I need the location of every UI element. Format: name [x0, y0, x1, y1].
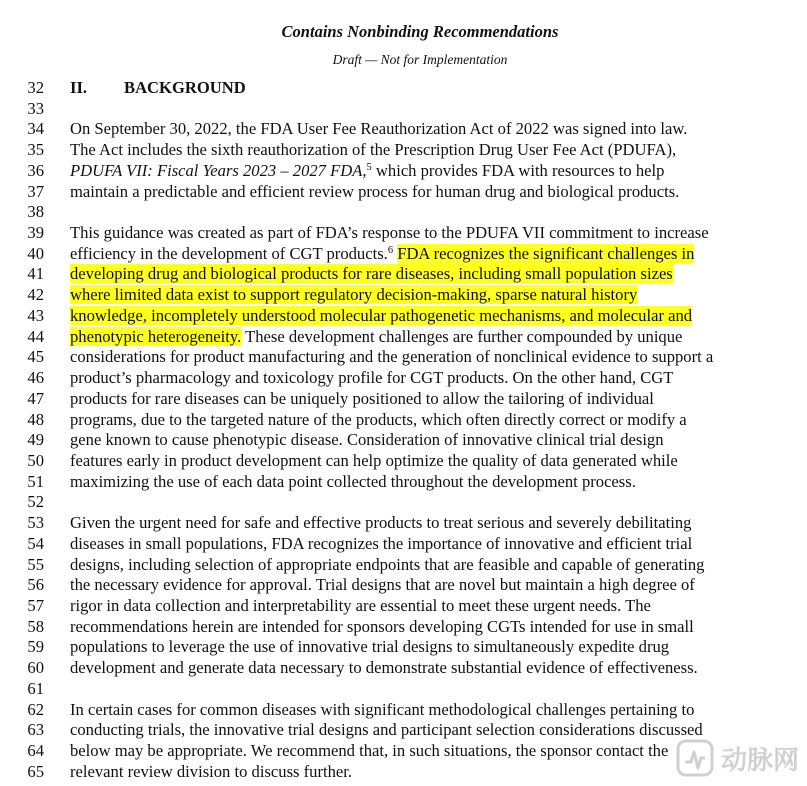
document-line: [0, 410, 807, 431]
document-line: [0, 119, 807, 140]
line-number: 34: [27, 119, 44, 139]
running-header-title: Contains Nonbinding Recommendations: [281, 22, 559, 41]
line-text: [70, 741, 668, 762]
document-line: [0, 637, 807, 658]
line-text: [70, 368, 673, 389]
text-run: Given the urgent need for safe and effective products to treat serious and severely debilitating: [70, 513, 692, 533]
text-run: products for rare diseases can be uniquely positioned to allow the tailoring of individual: [70, 388, 654, 408]
footnote-ref[interactable]: 5: [366, 161, 372, 173]
line-text: [70, 327, 682, 348]
text-run: maximizing the use of each data point collected throughout the development process.: [70, 471, 636, 491]
line-number: 57: [27, 595, 44, 615]
line-number: 32: [27, 78, 44, 97]
text-run: In certain cases for common diseases with significant methodological challenges pertaining to: [70, 699, 695, 719]
document-line: [0, 99, 807, 120]
line-number: 56: [27, 575, 44, 595]
line-number: 38: [27, 202, 44, 222]
document-line: [0, 285, 807, 306]
section-heading: [70, 78, 246, 99]
document-line: [0, 513, 807, 534]
line-text: [70, 555, 704, 576]
text-run: The Act includes the sixth reauthorization of the Prescription Drug User Fee Act (PDUFA),: [70, 140, 677, 160]
line-text: [70, 720, 703, 741]
highlighted-text: developing drug and biological products for rare diseases, including small population sizes: [70, 264, 673, 284]
document-line: [0, 679, 807, 700]
document-line: [0, 430, 807, 451]
line-number: 62: [27, 699, 44, 719]
line-number: 51: [27, 471, 44, 491]
line-number: 49: [27, 430, 44, 450]
text-run: development and generate data necessary to demonstrate substantial evidence of effectiveness.: [70, 658, 698, 678]
line-number: 46: [27, 368, 44, 388]
text-run: This guidance was created as part of FDA’s response to the PDUFA VII commitment to increase: [70, 223, 709, 243]
line-text: [70, 700, 694, 721]
line-text: [70, 223, 709, 244]
text-run: the necessary evidence for approval. Trial designs that are novel but maintain a high degree of: [70, 575, 695, 595]
text-run: populations to leverage the use of innovative trial designs to simultaneously expedite drug: [70, 637, 670, 657]
document-line: [0, 264, 807, 285]
draft-note: Draft — Not for Implementation: [332, 52, 508, 67]
line-text: [70, 119, 687, 140]
line-number: 35: [27, 140, 44, 160]
line-text: [70, 534, 692, 555]
document-line: [0, 161, 807, 182]
line-text: [70, 285, 637, 306]
text-run: rigor in data collection and interpretability are essential to meet these urgent needs. The: [70, 595, 651, 615]
text-run: These development challenges are further compounded by unique: [241, 326, 683, 346]
line-number: 39: [27, 223, 44, 243]
text-run: maintain a predictable and efficient review process for human drug and biological products.: [70, 181, 680, 201]
line-text: [70, 347, 713, 368]
line-number: 50: [27, 450, 44, 470]
document-line: [0, 617, 807, 638]
line-number: 52: [27, 492, 44, 512]
line-number: 36: [27, 160, 44, 180]
line-text: [70, 264, 673, 285]
document-line: [0, 700, 807, 721]
line-number: 55: [27, 554, 44, 574]
document-line: [0, 202, 807, 223]
document-line: [0, 223, 807, 244]
line-number: 42: [27, 285, 44, 305]
line-number: 37: [27, 181, 44, 201]
line-text: [70, 182, 679, 203]
text-run: On September 30, 2022, the FDA User Fee Reauthorization Act of 2022 was signed into law.: [70, 119, 688, 139]
document-line: [0, 244, 807, 265]
text-run: which provides FDA with resources to help: [371, 160, 665, 180]
line-number: 65: [27, 761, 44, 781]
text-run: designs, including selection of appropriate endpoints that are feasible and capable of generating: [70, 554, 705, 574]
line-number: 53: [27, 513, 44, 533]
italic-text: PDUFA VII: Fiscal Years 2023 – 2027 FDA,: [70, 160, 367, 180]
line-text: [70, 306, 692, 327]
line-text: [70, 513, 691, 534]
line-number: 47: [27, 388, 44, 408]
document-line: [0, 327, 807, 348]
text-run: conducting trials, the innovative trial designs and participant selection considerations discussed: [70, 720, 703, 740]
line-number: 64: [27, 741, 44, 760]
watermark: [675, 738, 799, 778]
line-text: [70, 596, 651, 617]
watermark-logo-icon: [675, 738, 715, 778]
document-line: [0, 472, 807, 493]
line-text: [70, 762, 352, 783]
highlighted-text: FDA recognizes the significant challenges in: [397, 243, 695, 263]
section-number: II.: [70, 78, 88, 97]
line-text: [70, 575, 695, 596]
text-run: diseases in small populations, FDA recognizes the importance of innovative and efficient trial: [70, 533, 693, 553]
line-number: 43: [27, 305, 44, 325]
text-run: relevant review division to discuss further.: [70, 761, 353, 781]
text-run: recommendations herein are intended for sponsors developing CGTs intended for use in small: [70, 616, 694, 636]
document-line: [0, 534, 807, 555]
document-line: [0, 492, 807, 513]
document-line: [0, 575, 807, 596]
document-line: [0, 347, 807, 368]
line-number: 40: [27, 243, 44, 263]
line-number: 60: [27, 658, 44, 678]
line-text: [70, 161, 664, 182]
document-line: [0, 451, 807, 472]
document-line: [0, 596, 807, 617]
section-title: BACKGROUND: [124, 78, 246, 97]
line-text: [70, 430, 664, 451]
document-line: [0, 140, 807, 161]
document-line: [0, 78, 807, 99]
document-line: [0, 658, 807, 679]
line-number: 58: [27, 616, 44, 636]
document-line: [0, 555, 807, 576]
document-body: [0, 78, 807, 782]
line-text: [70, 617, 694, 638]
line-number: 33: [27, 98, 44, 118]
line-text: [70, 140, 676, 161]
text-run: below may be appropriate. We recommend that, in such situations, the sponsor contact the: [70, 741, 669, 760]
line-text: [70, 451, 678, 472]
document-line: [0, 368, 807, 389]
line-text: [70, 410, 687, 431]
line-text: [70, 637, 669, 658]
text-run: programs, due to the targeted nature of the products, which often directly correct or modify a: [70, 409, 687, 429]
line-number: 44: [27, 326, 44, 346]
line-number: 48: [27, 409, 44, 429]
line-text: [70, 472, 636, 493]
line-number: 59: [27, 637, 44, 657]
highlighted-text: phenotypic heterogeneity.: [70, 326, 242, 346]
line-number: 63: [27, 720, 44, 740]
highlighted-text: knowledge, incompletely understood molecular pathogenetic mechanisms, and molecular and: [70, 305, 693, 325]
line-text: [70, 244, 694, 265]
text-run: considerations for product manufacturing and the generation of nonclinical evidence to support a: [70, 347, 714, 367]
text-run: product’s pharmacology and toxicology profile for CGT products. On the other hand, CGT: [70, 368, 674, 388]
line-number: 41: [27, 264, 44, 284]
line-number: 45: [27, 347, 44, 367]
highlighted-text: where limited data exist to support regulatory decision-making, sparse natural history: [70, 285, 638, 305]
text-run: efficiency in the development of CGT products.: [70, 243, 388, 263]
document-line: [0, 182, 807, 203]
line-text: [70, 658, 698, 679]
line-number: 61: [27, 678, 44, 698]
line-number: 54: [27, 533, 44, 553]
document-line: [0, 389, 807, 410]
text-run: gene known to cause phenotypic disease. Consideration of innovative clinical trial design: [70, 430, 664, 450]
line-text: [70, 389, 654, 410]
text-run: features early in product development can help optimize the quality of data generated while: [70, 450, 678, 470]
footnote-ref[interactable]: 6: [387, 244, 394, 256]
watermark-text: 动脉网: [720, 745, 799, 776]
document-line: [0, 306, 807, 327]
